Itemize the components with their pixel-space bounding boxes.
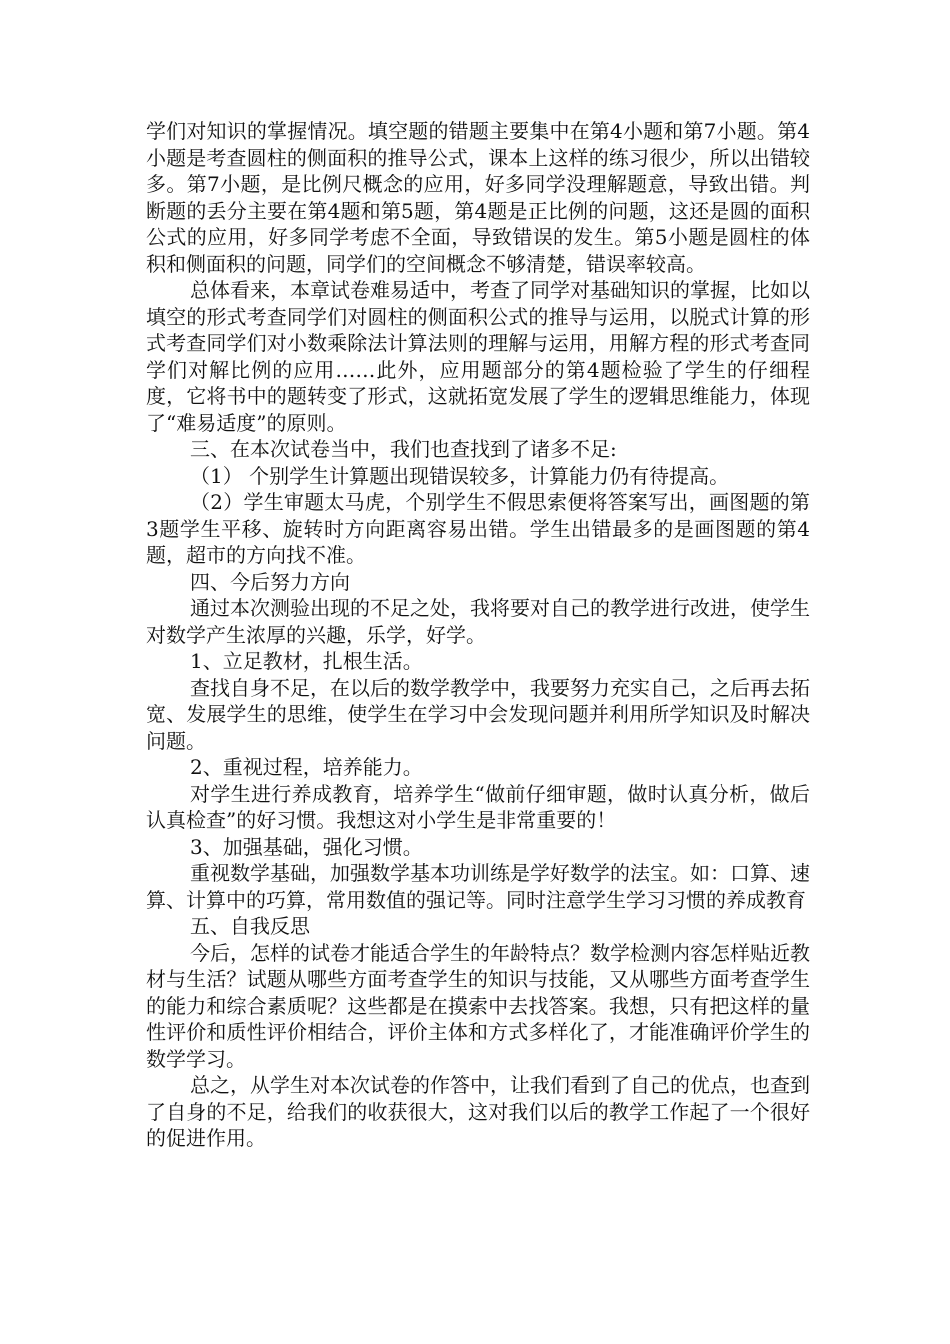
paragraph-overall-assessment: 总体看来，本章试卷难易适中，考查了同学对基础知识的掌握，比如以填空的形式考查同学们对圆柱的侧面积公式的推导与运用，以脱式计算的形式考查同学们对小数乘除法计算法则的理解与运用，用解方程的形式考查同学们对解比例的应用……此外，应用题部分的第4题检验了学生的仔细程度，它将书中的题转变了形式，这就拓宽发展了学生的逻辑思维能力，体现了“难易适度”的原则。	[146, 278, 810, 435]
section-heading-shortcomings: 三、在本次试卷当中，我们也查找到了诸多不足:	[190, 437, 617, 461]
list-item-shortcoming-2: （2）学生审题太马虎，个别学生不假思索便将答案写出，画图题的第3题学生平移、旋转时方向距离容易出错。学生出错最多的是画图题的第4题，超市的方向找不准。	[146, 490, 810, 567]
paragraph-basics: 重视数学基础，加强数学基本功训练是学好数学的法宝。如：口算、速算、计算中的巧算，常用数值的强记等。同时注意学生学习习惯的养成教育	[146, 861, 810, 912]
section-heading-future-direction: 四、今后努力方向	[190, 569, 350, 594]
subheading-basics: 3、加强基础，强化习惯。	[190, 834, 423, 859]
list-item-shortcoming-1: （1） 个别学生计算题出现错误较多，计算能力仍有待提高。	[190, 463, 730, 488]
paragraph-self-reflection: 今后，怎样的试卷才能适合学生的年龄特点？数学检测内容怎样贴近教材与生活？试题从哪些方面考查学生的知识与技能，又从哪些方面考查学生的能力和综合素质呢？这些都是在摸索中去找答案。我想，只有把这样的量性评价和质性评价相结合，评价主体和方式多样化了，才能准确评价学生的数学学习。	[146, 940, 810, 1071]
paragraph-error-analysis: 学们对知识的掌握情况。填空题的错题主要集中在第4小题和第7小题。第4小题是考查圆柱的侧面积的推导公式，课本上这样的练习很少，所以出错较多。第7小题，是比例尺概念的应用，好多同学没理解题意，导致出错。判断题的丢分主要在第4题和第5题，第4题是正比例的问题，这还是圆的面积公式的应用，好多同学考虑不全面，导致错误的发生。第5小题是圆柱的体积和侧面积的问题，同学们的空间概念不够清楚，错误率较高。	[146, 119, 810, 276]
document-body	[146, 118, 810, 1152]
paragraph-conclusion: 总之，从学生对本次试卷的作答中，让我们看到了自己的优点，也查到了自身的不足，给我们的收获很大，这对我们以后的教学工作起了一个很好的促进作用。	[146, 1073, 810, 1150]
paragraph-future-intro: 通过本次测验出现的不足之处，我将要对自己的教学进行改进，使学生对数学产生浓厚的兴趣，乐学，好学。	[146, 596, 810, 647]
paragraph-process: 对学生进行养成教育，培养学生“做前仔细审题，做时认真分析，做后认真检查”的好习惯。我想这对小学生是非常重要的！	[146, 781, 810, 832]
subheading-process: 2、重视过程，培养能力。	[190, 755, 423, 779]
subheading-textbook: 1、立足教材，扎根生活。	[190, 649, 423, 673]
section-heading-self-reflection: 五、自我反思	[190, 914, 310, 938]
paragraph-textbook: 查找自身不足，在以后的数学教学中，我要努力充实自己，之后再去拓宽、发展学生的思维，使学生在学习中会发现问题并利用所学知识及时解决问题。	[146, 675, 810, 753]
